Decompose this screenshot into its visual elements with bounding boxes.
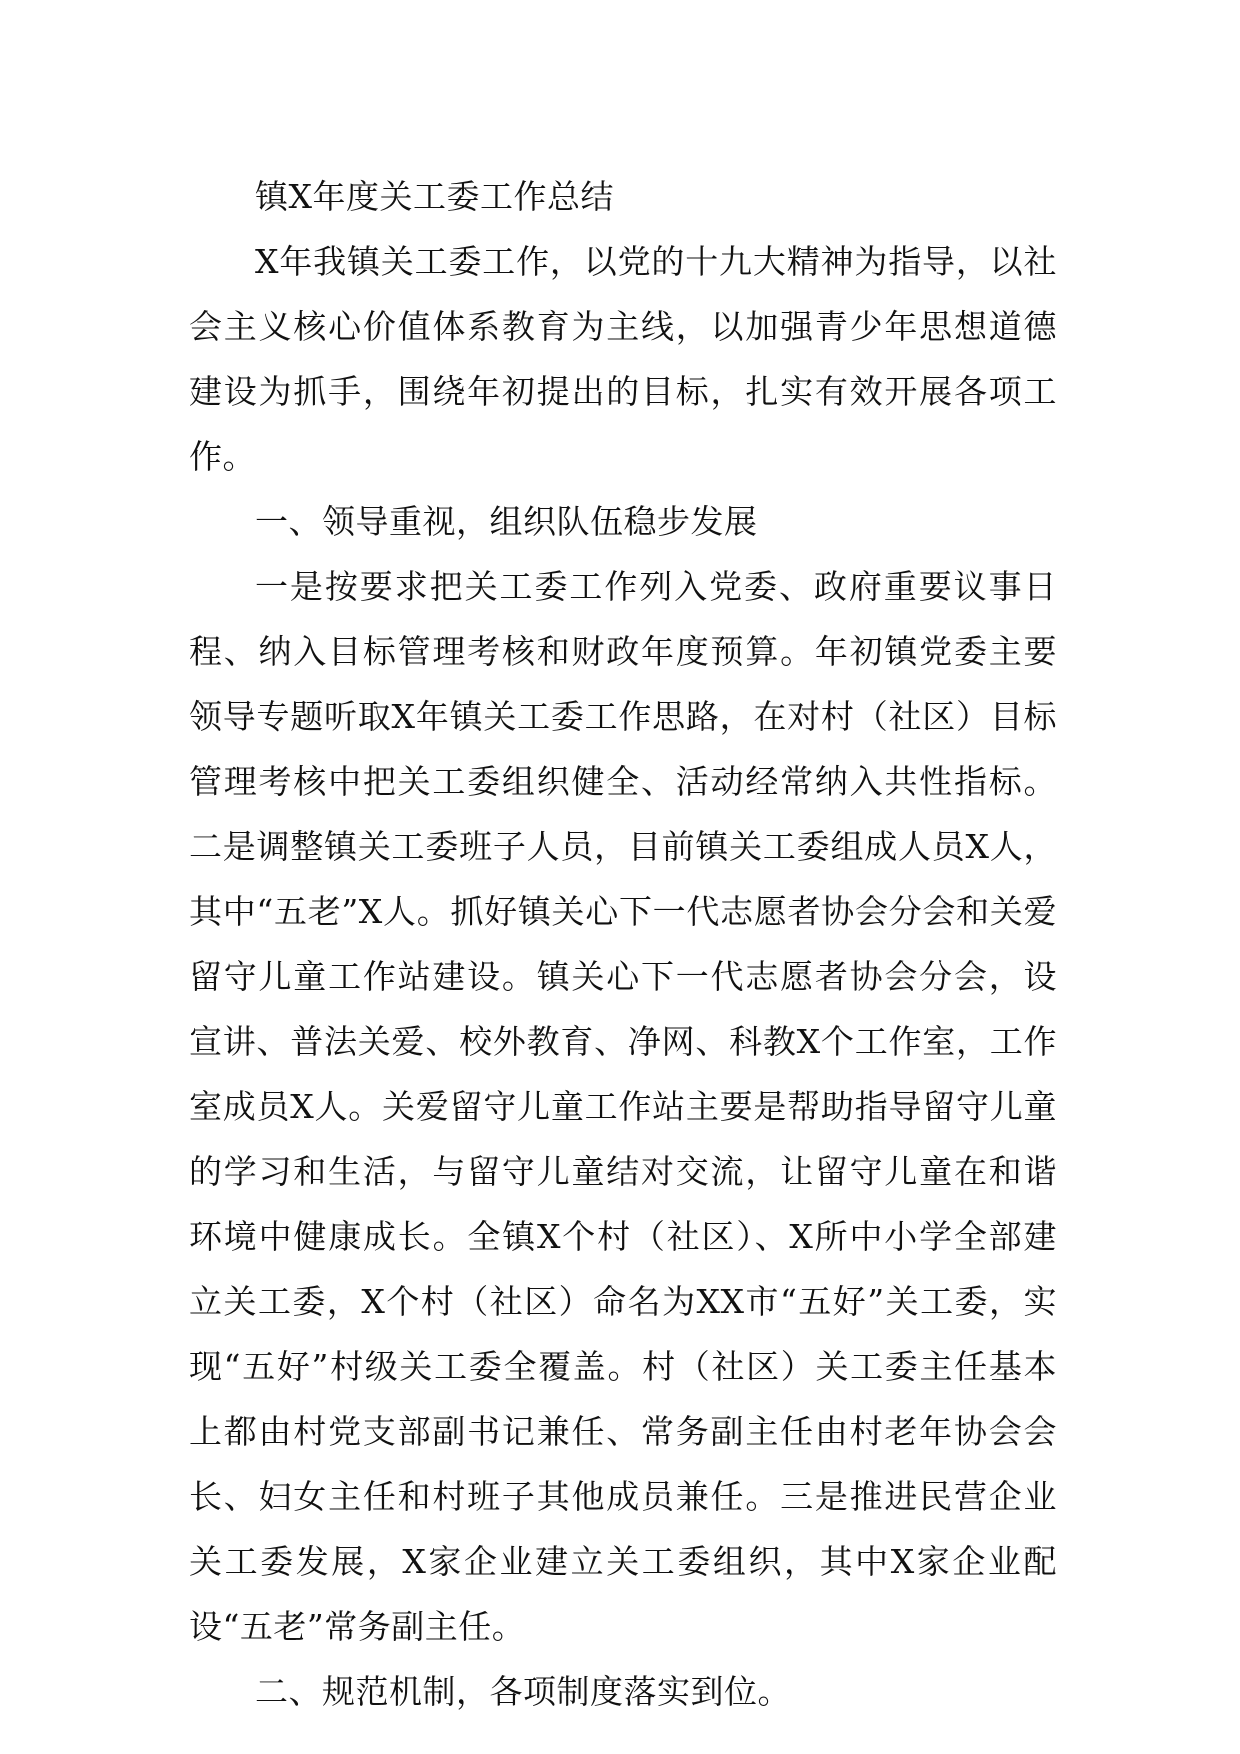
section-heading-2: 二、规范机制，各项制度落实到位。 bbox=[255, 1672, 791, 1711]
document-body bbox=[189, 164, 1057, 1724]
paragraph-section-1: 一是按要求把关工委工作列入党委、政府重要议事日程、纳入目标管理考核和财政年度预算。年初镇党委主要领导专题听取X年镇关工委工作思路，在对村（社区）目标管理考核中把关工委组织健全、活动经常纳入共性指标。二是调整镇关工委班子人员，目前镇关工委组成人员X人，其中“五老”X人。抓好镇关心下一代志愿者协会分会和关爱留守儿童工作站建设。镇关心下一代志愿者协会分会，设宣讲、普法关爱、校外教育、净网、科教X个工作室，工作室成员X人。关爱留守儿童工作站主要是帮助指导留守儿童的学习和生活，与留守儿童结对交流，让留守儿童在和谐环境中健康成长。全镇X个村（社区）、X所中小学全部建立关工委，X个村（社区）命名为XX市“五好”关工委，实现“五好”村级关工委全覆盖。村（社区）关工委主任基本上都由村党支部副书记兼任、常务副主任由村老年协会会长、妇女主任和村班子其他成员兼任。三是推进民营企业关工委发展，X家企业建立关工委组织，其中X家企业配设“五老”常务副主任。 bbox=[189, 567, 1057, 1646]
paragraph-intro: X年我镇关工委工作，以党的十九大精神为指导，以社会主义核心价值体系教育为主线，以加强青少年思想道德建设为抓手，围绕年初提出的目标，扎实有效开展各项工作。 bbox=[189, 242, 1057, 476]
section-heading-1: 一、领导重视，组织队伍稳步发展 bbox=[255, 502, 758, 541]
document-title: 镇X年度关工委工作总结 bbox=[255, 177, 614, 216]
